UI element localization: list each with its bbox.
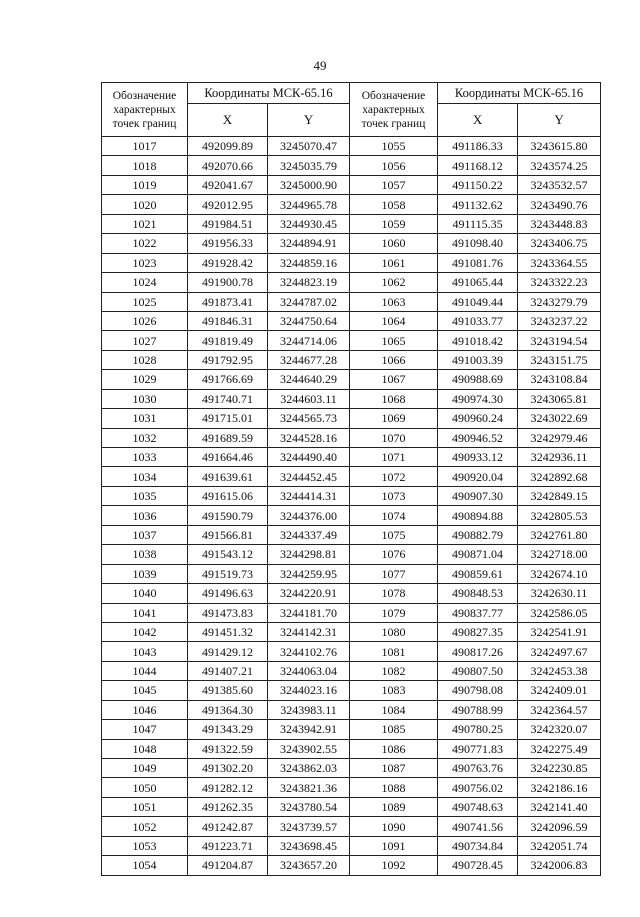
cell-point-right: 1070 (350, 428, 438, 447)
cell-y-right: 3243194.54 (518, 331, 601, 350)
cell-y-right: 3242096.59 (518, 817, 601, 836)
cell-y-left: 3244023.16 (268, 681, 350, 700)
table-row (102, 739, 601, 758)
cell-x-right: 491150.22 (438, 175, 518, 194)
cell-point-left: 1052 (102, 817, 188, 836)
table-row (102, 311, 601, 330)
cell-x-left: 491566.81 (188, 525, 268, 544)
cell-y-left: 3244859.16 (268, 253, 350, 272)
table-row (102, 156, 601, 175)
cell-x-left: 491262.35 (188, 797, 268, 816)
point-label-line2: характерных (113, 103, 176, 116)
cell-x-right: 490734.84 (438, 836, 518, 855)
cell-x-right: 490988.69 (438, 370, 518, 389)
cell-x-left: 491242.87 (188, 817, 268, 836)
cell-x-right: 490837.77 (438, 603, 518, 622)
cell-x-left: 492041.67 (188, 175, 268, 194)
cell-y-left: 3243698.45 (268, 836, 350, 855)
cell-x-left: 491928.42 (188, 253, 268, 272)
cell-y-right: 3242186.16 (518, 778, 601, 797)
cell-y-left: 3244298.81 (268, 545, 350, 564)
cell-y-right: 3242761.80 (518, 525, 601, 544)
cell-y-left: 3243902.55 (268, 739, 350, 758)
cell-point-right: 1061 (350, 253, 438, 272)
cell-point-right: 1073 (350, 486, 438, 505)
cell-point-left: 1026 (102, 311, 188, 330)
table-row (102, 700, 601, 719)
point-label-header-right (350, 83, 438, 137)
table-row (102, 661, 601, 680)
cell-y-right: 3243237.22 (518, 311, 601, 330)
cell-x-left: 491819.49 (188, 331, 268, 350)
cell-point-left: 1039 (102, 564, 188, 583)
coordinates-table (101, 82, 601, 876)
cell-y-right: 3242453.38 (518, 661, 601, 680)
cell-point-right: 1090 (350, 817, 438, 836)
cell-point-left: 1024 (102, 273, 188, 292)
cell-y-left: 3244894.91 (268, 234, 350, 253)
point-label-header-left (102, 83, 188, 137)
cell-y-right: 3242320.07 (518, 720, 601, 739)
cell-point-left: 1035 (102, 486, 188, 505)
cell-y-right: 3242497.67 (518, 642, 601, 661)
cell-y-right: 3242230.85 (518, 759, 601, 778)
cell-x-right: 490728.45 (438, 856, 518, 875)
cell-point-left: 1041 (102, 603, 188, 622)
table-row (102, 331, 601, 350)
table-row (102, 350, 601, 369)
table-row (102, 545, 601, 564)
cell-y-left: 3244063.04 (268, 661, 350, 680)
cell-y-right: 3243406.75 (518, 234, 601, 253)
table-body (102, 137, 601, 876)
cell-x-right: 490848.53 (438, 584, 518, 603)
cell-x-left: 491984.51 (188, 214, 268, 233)
cell-y-left: 3244640.29 (268, 370, 350, 389)
point-label-line3: точек границ (361, 117, 426, 130)
cell-y-right: 3243364.55 (518, 253, 601, 272)
cell-point-left: 1050 (102, 778, 188, 797)
cell-point-right: 1057 (350, 175, 438, 194)
cell-point-left: 1025 (102, 292, 188, 311)
point-label-line1: Обозначение (112, 89, 177, 102)
point-label-line1: Обозначение (361, 89, 426, 102)
y-header-left: Y (268, 104, 350, 137)
cell-x-left: 492012.95 (188, 195, 268, 214)
cell-point-right: 1074 (350, 506, 438, 525)
table-row (102, 778, 601, 797)
cell-y-right: 3243322.23 (518, 273, 601, 292)
table-row (102, 856, 601, 875)
table-row (102, 175, 601, 194)
table-row (102, 370, 601, 389)
cell-x-right: 490827.35 (438, 622, 518, 641)
cell-y-left: 3244930.45 (268, 214, 350, 233)
cell-x-left: 491343.29 (188, 720, 268, 739)
cell-point-left: 1047 (102, 720, 188, 739)
cell-y-right: 3242718.00 (518, 545, 601, 564)
y-header-right: Y (518, 104, 601, 137)
cell-point-right: 1068 (350, 389, 438, 408)
cell-x-right: 490871.04 (438, 545, 518, 564)
cell-point-left: 1048 (102, 739, 188, 758)
cell-y-left: 3244259.95 (268, 564, 350, 583)
cell-x-right: 490798.08 (438, 681, 518, 700)
cell-point-right: 1089 (350, 797, 438, 816)
cell-point-right: 1086 (350, 739, 438, 758)
cell-x-left: 492070.66 (188, 156, 268, 175)
cell-y-right: 3243279.79 (518, 292, 601, 311)
cell-x-right: 490807.50 (438, 661, 518, 680)
cell-x-right: 490756.02 (438, 778, 518, 797)
cell-x-left: 491873.41 (188, 292, 268, 311)
cell-point-left: 1017 (102, 137, 188, 156)
cell-x-left: 491543.12 (188, 545, 268, 564)
cell-x-left: 491496.63 (188, 584, 268, 603)
cell-point-right: 1060 (350, 234, 438, 253)
cell-point-right: 1055 (350, 137, 438, 156)
cell-y-left: 3244337.49 (268, 525, 350, 544)
cell-y-right: 3242051.74 (518, 836, 601, 855)
table-row (102, 797, 601, 816)
table-row (102, 428, 601, 447)
cell-point-left: 1028 (102, 350, 188, 369)
cell-y-left: 3244565.73 (268, 409, 350, 428)
cell-x-right: 490748.63 (438, 797, 518, 816)
cell-point-right: 1071 (350, 448, 438, 467)
cell-x-left: 491407.21 (188, 661, 268, 680)
cell-point-right: 1079 (350, 603, 438, 622)
cell-point-right: 1063 (350, 292, 438, 311)
cell-x-right: 491168.12 (438, 156, 518, 175)
cell-y-right: 3242275.49 (518, 739, 601, 758)
cell-x-left: 491204.87 (188, 856, 268, 875)
cell-x-right: 491115.35 (438, 214, 518, 233)
table-row (102, 759, 601, 778)
cell-x-right: 491132.62 (438, 195, 518, 214)
table-row (102, 622, 601, 641)
cell-point-left: 1045 (102, 681, 188, 700)
cell-x-left: 491740.71 (188, 389, 268, 408)
cell-point-right: 1058 (350, 195, 438, 214)
cell-point-right: 1091 (350, 836, 438, 855)
table-row (102, 720, 601, 739)
cell-x-right: 491018.42 (438, 331, 518, 350)
cell-y-right: 3242586.05 (518, 603, 601, 622)
cell-x-right: 490788.99 (438, 700, 518, 719)
table-row (102, 292, 601, 311)
cell-y-left: 3244142.31 (268, 622, 350, 641)
cell-x-left: 491664.46 (188, 448, 268, 467)
table-row (102, 467, 601, 486)
cell-point-left: 1027 (102, 331, 188, 350)
cell-x-right: 490920.04 (438, 467, 518, 486)
cell-y-left: 3244220.91 (268, 584, 350, 603)
cell-point-left: 1054 (102, 856, 188, 875)
table-header (102, 83, 601, 137)
cell-point-left: 1029 (102, 370, 188, 389)
table-row (102, 486, 601, 505)
cell-y-left: 3243821.36 (268, 778, 350, 797)
cell-point-left: 1049 (102, 759, 188, 778)
cell-y-right: 3243532.57 (518, 175, 601, 194)
cell-point-left: 1032 (102, 428, 188, 447)
cell-point-left: 1030 (102, 389, 188, 408)
page-number: 49 (313, 58, 327, 73)
cell-y-left: 3245035.79 (268, 156, 350, 175)
cell-point-right: 1066 (350, 350, 438, 369)
cell-y-left: 3244102.76 (268, 642, 350, 661)
cell-point-left: 1053 (102, 836, 188, 855)
cell-y-left: 3244181.70 (268, 603, 350, 622)
cell-y-left: 3244714.06 (268, 331, 350, 350)
cell-x-right: 490907.30 (438, 486, 518, 505)
cell-point-right: 1078 (350, 584, 438, 603)
cell-y-right: 3242849.15 (518, 486, 601, 505)
cell-point-right: 1072 (350, 467, 438, 486)
cell-point-left: 1018 (102, 156, 188, 175)
cell-point-right: 1069 (350, 409, 438, 428)
cell-point-left: 1042 (102, 622, 188, 641)
cell-point-left: 1051 (102, 797, 188, 816)
cell-y-left: 3244965.78 (268, 195, 350, 214)
cell-point-right: 1076 (350, 545, 438, 564)
cell-x-left: 491956.33 (188, 234, 268, 253)
cell-y-right: 3242936.11 (518, 448, 601, 467)
cell-x-right: 491049.44 (438, 292, 518, 311)
cell-point-left: 1020 (102, 195, 188, 214)
cell-x-left: 491322.59 (188, 739, 268, 758)
cell-y-right: 3242630.11 (518, 584, 601, 603)
cell-x-left: 491639.61 (188, 467, 268, 486)
cell-point-left: 1034 (102, 467, 188, 486)
cell-point-left: 1040 (102, 584, 188, 603)
cell-x-right: 491065.44 (438, 273, 518, 292)
cell-y-left: 3244452.45 (268, 467, 350, 486)
cell-x-left: 491364.30 (188, 700, 268, 719)
cell-y-left: 3243942.91 (268, 720, 350, 739)
table-row (102, 836, 601, 855)
cell-x-left: 491223.71 (188, 836, 268, 855)
cell-point-right: 1067 (350, 370, 438, 389)
cell-point-left: 1038 (102, 545, 188, 564)
cell-x-left: 491473.83 (188, 603, 268, 622)
cell-y-right: 3243490.76 (518, 195, 601, 214)
table-row (102, 584, 601, 603)
table-row (102, 642, 601, 661)
cell-x-right: 490771.83 (438, 739, 518, 758)
cell-y-right: 3243574.25 (518, 156, 601, 175)
cell-y-right: 3242892.68 (518, 467, 601, 486)
cell-y-right: 3243022.69 (518, 409, 601, 428)
cell-point-left: 1037 (102, 525, 188, 544)
cell-point-right: 1084 (350, 700, 438, 719)
cell-point-right: 1083 (350, 681, 438, 700)
cell-point-left: 1044 (102, 661, 188, 680)
cell-y-left: 3244677.28 (268, 350, 350, 369)
cell-point-left: 1033 (102, 448, 188, 467)
cell-y-left: 3243983.11 (268, 700, 350, 719)
cell-point-right: 1056 (350, 156, 438, 175)
cell-x-left: 491615.06 (188, 486, 268, 505)
cell-x-right: 491003.39 (438, 350, 518, 369)
cell-point-left: 1022 (102, 234, 188, 253)
cell-x-left: 491715.01 (188, 409, 268, 428)
table-row (102, 137, 601, 156)
cell-y-right: 3243108.84 (518, 370, 601, 389)
cell-point-right: 1077 (350, 564, 438, 583)
cell-point-right: 1062 (350, 273, 438, 292)
x-header-left: X (188, 104, 268, 137)
table-row (102, 253, 601, 272)
cell-x-right: 491081.76 (438, 253, 518, 272)
table-row (102, 389, 601, 408)
cell-point-right: 1087 (350, 759, 438, 778)
cell-point-left: 1021 (102, 214, 188, 233)
table-row (102, 817, 601, 836)
table-row (102, 564, 601, 583)
cell-x-left: 491846.31 (188, 311, 268, 330)
cell-x-left: 491282.12 (188, 778, 268, 797)
cell-x-left: 491792.95 (188, 350, 268, 369)
table-row (102, 234, 601, 253)
table-row (102, 409, 601, 428)
cell-y-right: 3242006.83 (518, 856, 601, 875)
cell-y-left: 3244414.31 (268, 486, 350, 505)
cell-y-right: 3243065.81 (518, 389, 601, 408)
cell-point-left: 1019 (102, 175, 188, 194)
cell-x-right: 490741.56 (438, 817, 518, 836)
cell-y-right: 3242364.57 (518, 700, 601, 719)
table-row (102, 525, 601, 544)
cell-x-right: 490859.61 (438, 564, 518, 583)
cell-x-right: 490763.76 (438, 759, 518, 778)
cell-y-right: 3243151.75 (518, 350, 601, 369)
table-row (102, 273, 601, 292)
cell-x-right: 490960.24 (438, 409, 518, 428)
cell-point-left: 1023 (102, 253, 188, 272)
table-row (102, 603, 601, 622)
cell-y-left: 3244376.00 (268, 506, 350, 525)
cell-y-left: 3243780.54 (268, 797, 350, 816)
cell-y-right: 3242141.40 (518, 797, 601, 816)
coords-header-right: Координаты МСК-65.16 (438, 83, 601, 104)
coords-header-left: Координаты МСК-65.16 (188, 83, 350, 104)
cell-y-right: 3243615.80 (518, 137, 601, 156)
cell-x-left: 491385.60 (188, 681, 268, 700)
cell-y-right: 3242979.46 (518, 428, 601, 447)
table-row (102, 506, 601, 525)
cell-point-right: 1088 (350, 778, 438, 797)
cell-x-right: 490946.52 (438, 428, 518, 447)
cell-point-left: 1036 (102, 506, 188, 525)
cell-x-right: 491186.33 (438, 137, 518, 156)
cell-y-left: 3244528.16 (268, 428, 350, 447)
cell-point-right: 1064 (350, 311, 438, 330)
cell-x-left: 491900.78 (188, 273, 268, 292)
cell-point-left: 1031 (102, 409, 188, 428)
cell-x-left: 491451.32 (188, 622, 268, 641)
cell-y-left: 3245070.47 (268, 137, 350, 156)
cell-y-right: 3243448.83 (518, 214, 601, 233)
cell-x-left: 491519.73 (188, 564, 268, 583)
point-label-line3: точек границ (112, 117, 177, 130)
cell-x-right: 491033.77 (438, 311, 518, 330)
cell-point-right: 1082 (350, 661, 438, 680)
cell-point-left: 1046 (102, 700, 188, 719)
cell-y-left: 3244603.11 (268, 389, 350, 408)
cell-y-left: 3243862.03 (268, 759, 350, 778)
point-label-line2: характерных (362, 103, 425, 116)
cell-point-right: 1059 (350, 214, 438, 233)
cell-y-left: 3245000.90 (268, 175, 350, 194)
cell-y-right: 3242409.01 (518, 681, 601, 700)
cell-x-right: 490933.12 (438, 448, 518, 467)
x-header-right: X (438, 104, 518, 137)
cell-y-right: 3242674.10 (518, 564, 601, 583)
cell-x-left: 492099.89 (188, 137, 268, 156)
cell-y-left: 3244750.64 (268, 311, 350, 330)
table-row (102, 681, 601, 700)
cell-y-left: 3243739.57 (268, 817, 350, 836)
cell-y-right: 3242541.91 (518, 622, 601, 641)
cell-x-left: 491590.79 (188, 506, 268, 525)
cell-x-right: 490974.30 (438, 389, 518, 408)
cell-x-right: 490780.25 (438, 720, 518, 739)
cell-point-right: 1085 (350, 720, 438, 739)
cell-x-left: 491766.69 (188, 370, 268, 389)
cell-point-right: 1080 (350, 622, 438, 641)
table-row (102, 448, 601, 467)
cell-x-left: 491429.12 (188, 642, 268, 661)
table-row (102, 195, 601, 214)
cell-point-right: 1065 (350, 331, 438, 350)
cell-x-right: 490894.88 (438, 506, 518, 525)
cell-x-left: 491689.59 (188, 428, 268, 447)
cell-point-right: 1081 (350, 642, 438, 661)
table-row (102, 214, 601, 233)
cell-y-left: 3244787.02 (268, 292, 350, 311)
cell-x-right: 490817.26 (438, 642, 518, 661)
cell-y-left: 3244490.40 (268, 448, 350, 467)
cell-y-left: 3243657.20 (268, 856, 350, 875)
cell-x-right: 491098.40 (438, 234, 518, 253)
cell-x-right: 490882.79 (438, 525, 518, 544)
cell-x-left: 491302.20 (188, 759, 268, 778)
cell-y-right: 3242805.53 (518, 506, 601, 525)
cell-y-left: 3244823.19 (268, 273, 350, 292)
cell-point-right: 1092 (350, 856, 438, 875)
cell-point-left: 1043 (102, 642, 188, 661)
cell-point-right: 1075 (350, 525, 438, 544)
